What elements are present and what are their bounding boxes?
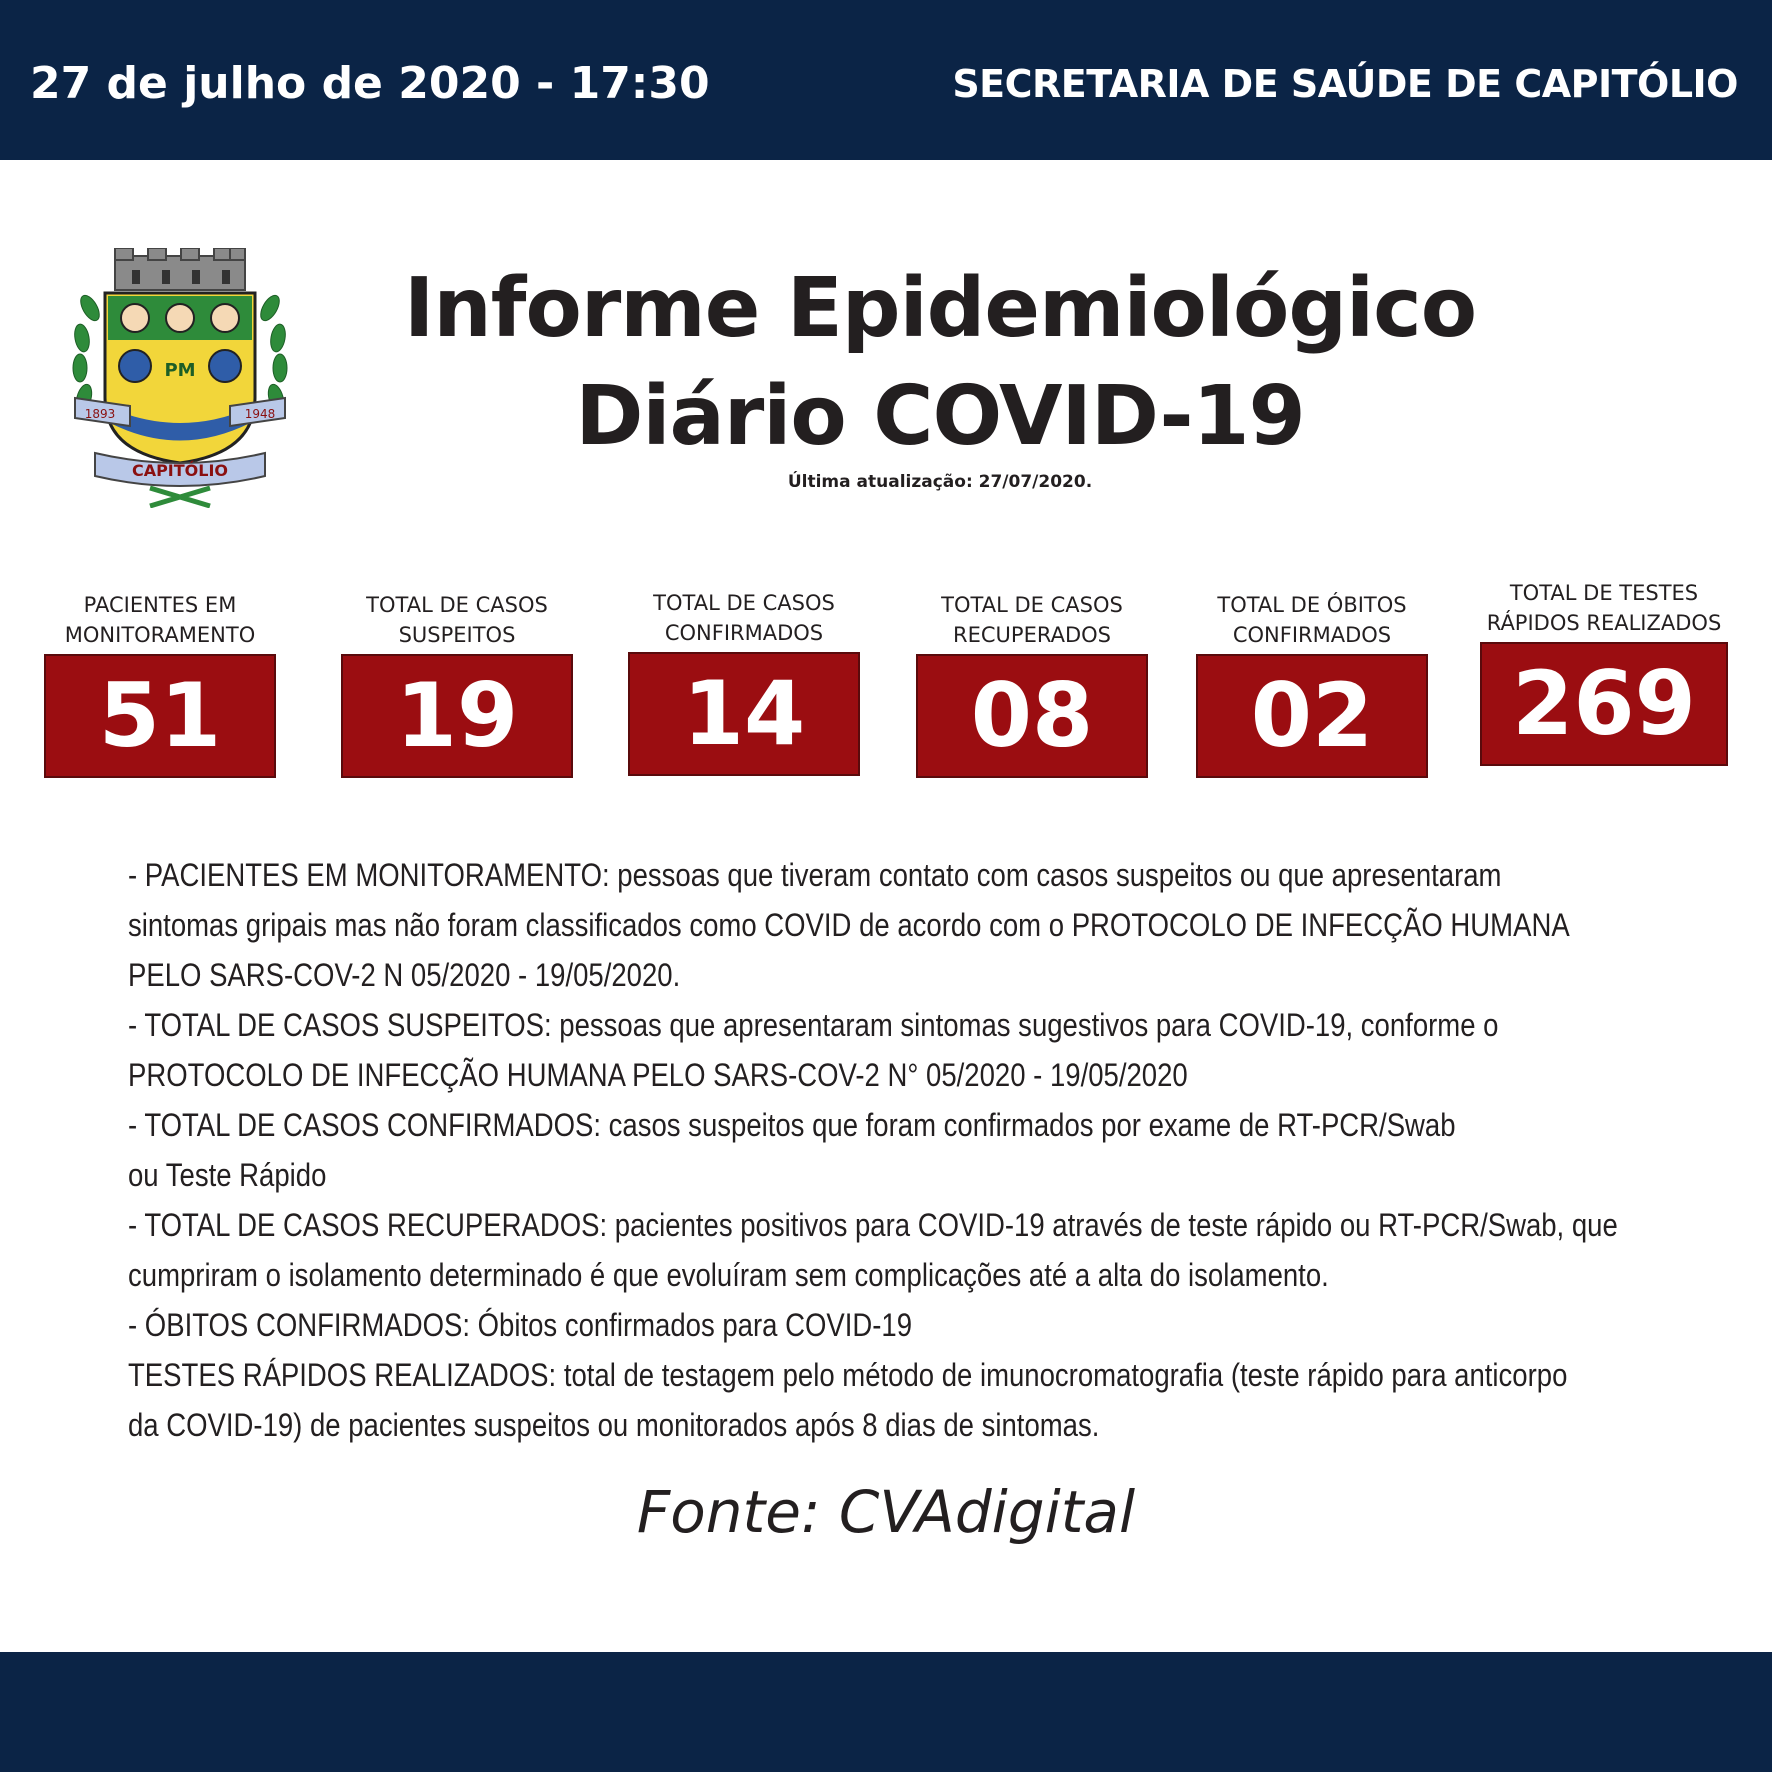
stat-value: 02: [1196, 654, 1428, 778]
stat-value: 19: [341, 654, 573, 778]
svg-text:PM: PM: [164, 360, 196, 381]
source-credit: Fonte: CVAdigital: [636, 1478, 1136, 1546]
definition-line: sintomas gripais mas não foram classificados como COVID de acordo com o PROTOCOLO DE INFECÇÃO HUMANA: [128, 907, 1570, 943]
definition-line: TESTES RÁPIDOS REALIZADOS: total de testagem pelo método de imunocromatografia (teste rápido para anticorpo: [128, 1357, 1568, 1393]
title-line-1: Informe Epidemiológico: [403, 261, 1477, 356]
header-bar: [0, 0, 1772, 160]
stat-value: 08: [916, 654, 1148, 778]
definition-line: - ÓBITOS CONFIRMADOS: Óbitos confirmados para COVID-19: [128, 1307, 913, 1343]
svg-text:CAPITÓLIO: CAPITÓLIO: [131, 461, 229, 480]
stat-rapid-tests: [1480, 578, 1728, 766]
definition-line: PROTOCOLO DE INFECÇÃO HUMANA PELO SARS-COV-2 N° 05/2020 - 19/05/2020: [128, 1057, 1188, 1093]
organization-name: SECRETARIA DE SAÚDE DE CAPITÓLIO: [952, 62, 1738, 106]
last-update: Última atualização: 27/07/2020.: [787, 472, 1093, 492]
definition-line: - TOTAL DE CASOS RECUPERADOS: pacientes positivos para COVID-19 através de teste rápido ou RT-PCR/Swab, que: [128, 1207, 1618, 1243]
stat-monitoring: [44, 590, 276, 778]
title-line-2: Diário COVID-19: [575, 369, 1305, 464]
definition-line: - TOTAL DE CASOS SUSPEITOS: pessoas que apresentaram sintomas sugestivos para COVID-19, conforme o: [128, 1007, 1499, 1043]
stat-label: TOTAL DE ÓBITOS CONFIRMADOS: [1217, 593, 1407, 647]
stat-recovered: [916, 590, 1148, 778]
stat-label: TOTAL DE CASOS SUSPEITOS: [366, 593, 548, 647]
definition-line: - TOTAL DE CASOS CONFIRMADOS: casos suspeitos que foram confirmados por exame de RT-PCR/Swab: [128, 1107, 1456, 1143]
stat-deaths: [1196, 590, 1428, 778]
footer-bar: [0, 1652, 1772, 1772]
stat-label: TOTAL DE TESTES RÁPIDOS REALIZADOS: [1486, 581, 1722, 635]
report-title: [340, 255, 1540, 471]
definition-line: ou Teste Rápido: [128, 1157, 327, 1193]
stat-value: 269: [1480, 642, 1728, 766]
definition-line: - PACIENTES EM MONITORAMENTO: pessoas que tiveram contato com casos suspeitos ou que apresentaram: [128, 857, 1502, 893]
city-crest-icon: [70, 248, 290, 508]
definition-line: PELO SARS-COV-2 N 05/2020 - 19/05/2020.: [128, 957, 681, 993]
stat-confirmed: [628, 588, 860, 776]
svg-text:1893: 1893: [84, 407, 116, 421]
stat-value: 51: [44, 654, 276, 778]
report-date: 27 de julho de 2020 - 17:30: [30, 58, 710, 109]
definitions: [128, 850, 1618, 1450]
stat-label: PACIENTES EM MONITORAMENTO: [64, 593, 256, 647]
svg-text:1948: 1948: [244, 407, 276, 421]
definition-line: cumpriram o isolamento determinado é que evoluíram sem complicações até a alta do isolamento.: [128, 1257, 1329, 1293]
definition-line: da COVID-19) de pacientes suspeitos ou monitorados após 8 dias de sintomas.: [128, 1407, 1100, 1443]
stat-suspected: [341, 590, 573, 778]
stat-label: TOTAL DE CASOS RECUPERADOS: [941, 593, 1123, 647]
stat-label: TOTAL DE CASOS CONFIRMADOS: [653, 591, 835, 645]
stat-value: 14: [628, 652, 860, 776]
